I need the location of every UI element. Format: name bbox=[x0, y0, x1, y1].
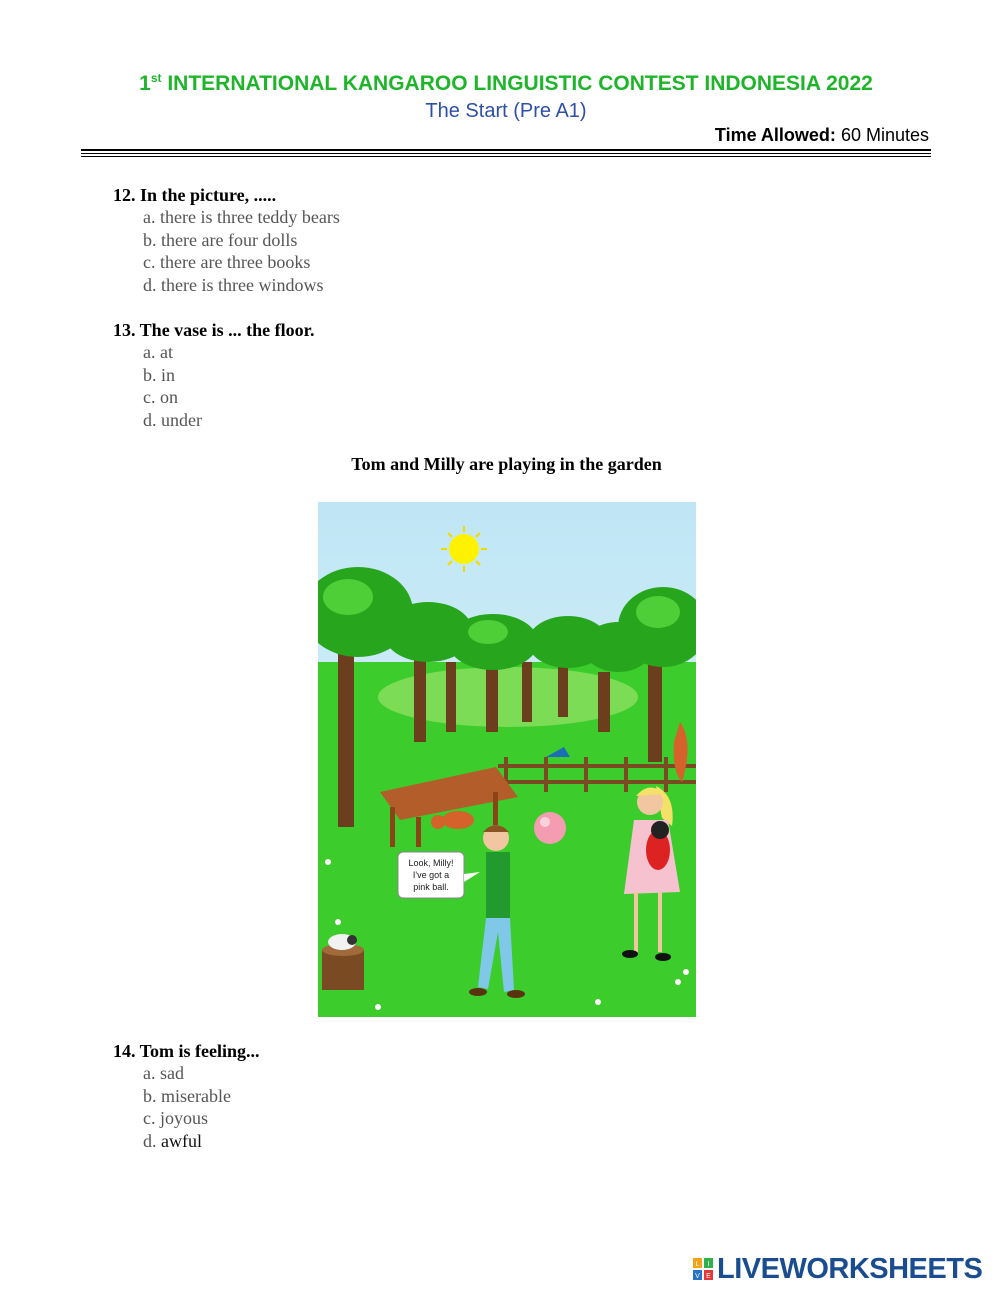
pink-ball-icon bbox=[534, 812, 566, 844]
option-c[interactable]: c. there are three books bbox=[143, 252, 311, 272]
speech-line-1: Look, Milly! bbox=[408, 858, 454, 868]
title-superscript: st bbox=[150, 71, 162, 85]
option-b[interactable]: b. there are four dolls bbox=[143, 229, 298, 250]
option-c[interactable]: c. joyous bbox=[143, 1108, 208, 1128]
time-allowed bbox=[715, 125, 929, 146]
question-text: 12. In the picture, ..... bbox=[113, 185, 277, 205]
header-divider-thin bbox=[81, 156, 931, 157]
option-d[interactable] bbox=[113, 1130, 260, 1153]
option-d-value: awful bbox=[156, 1130, 202, 1151]
question-13 bbox=[113, 319, 315, 431]
speech-line-3: pink ball. bbox=[413, 882, 449, 892]
option-a[interactable]: a. there is three teddy bears bbox=[143, 207, 340, 227]
option-d[interactable]: d. there is three windows bbox=[143, 274, 324, 295]
logo-letter-l: L bbox=[695, 1261, 700, 1268]
logo-letter-v: V bbox=[695, 1273, 700, 1280]
picture-caption: Tom and Milly are playing in the garden bbox=[351, 454, 662, 474]
option-b[interactable]: b. miserable bbox=[143, 1085, 231, 1106]
question-14 bbox=[113, 1040, 260, 1152]
option-a[interactable]: a. at bbox=[143, 342, 173, 362]
question-text: 14. Tom is feeling... bbox=[113, 1041, 260, 1061]
speech-line-2: I've got a bbox=[412, 870, 450, 880]
logo-text: LIVEWORKSHEETS bbox=[717, 1253, 983, 1285]
logo-squares-icon bbox=[693, 1258, 713, 1280]
title-text: INTERNATIONAL KANGAROO LINGUISTIC CONTEST INDONESIA 2022 bbox=[161, 72, 873, 95]
question-12 bbox=[113, 184, 340, 296]
logo-letter-i: I bbox=[707, 1261, 710, 1268]
option-b[interactable]: b. in bbox=[143, 364, 176, 385]
contest-title bbox=[6, 70, 1000, 98]
page-header bbox=[0, 70, 1000, 124]
time-label: Time Allowed: bbox=[714, 125, 836, 145]
header-divider-mid bbox=[81, 153, 931, 154]
option-c[interactable]: c. on bbox=[143, 387, 178, 407]
logo-letter-e: E bbox=[706, 1273, 711, 1280]
option-d[interactable]: d. under bbox=[143, 409, 202, 430]
option-a[interactable]: a. sad bbox=[143, 1063, 184, 1083]
title-number: 1 bbox=[139, 72, 151, 95]
garden-picture bbox=[318, 502, 696, 1017]
option-d-letter: d. bbox=[143, 1130, 157, 1151]
time-value: 60 Minutes bbox=[835, 125, 929, 145]
question-text: 13. The vase is ... the floor. bbox=[113, 320, 315, 340]
header-divider-thick bbox=[81, 149, 931, 151]
level-subtitle: The Start (Pre A1) bbox=[425, 100, 587, 122]
